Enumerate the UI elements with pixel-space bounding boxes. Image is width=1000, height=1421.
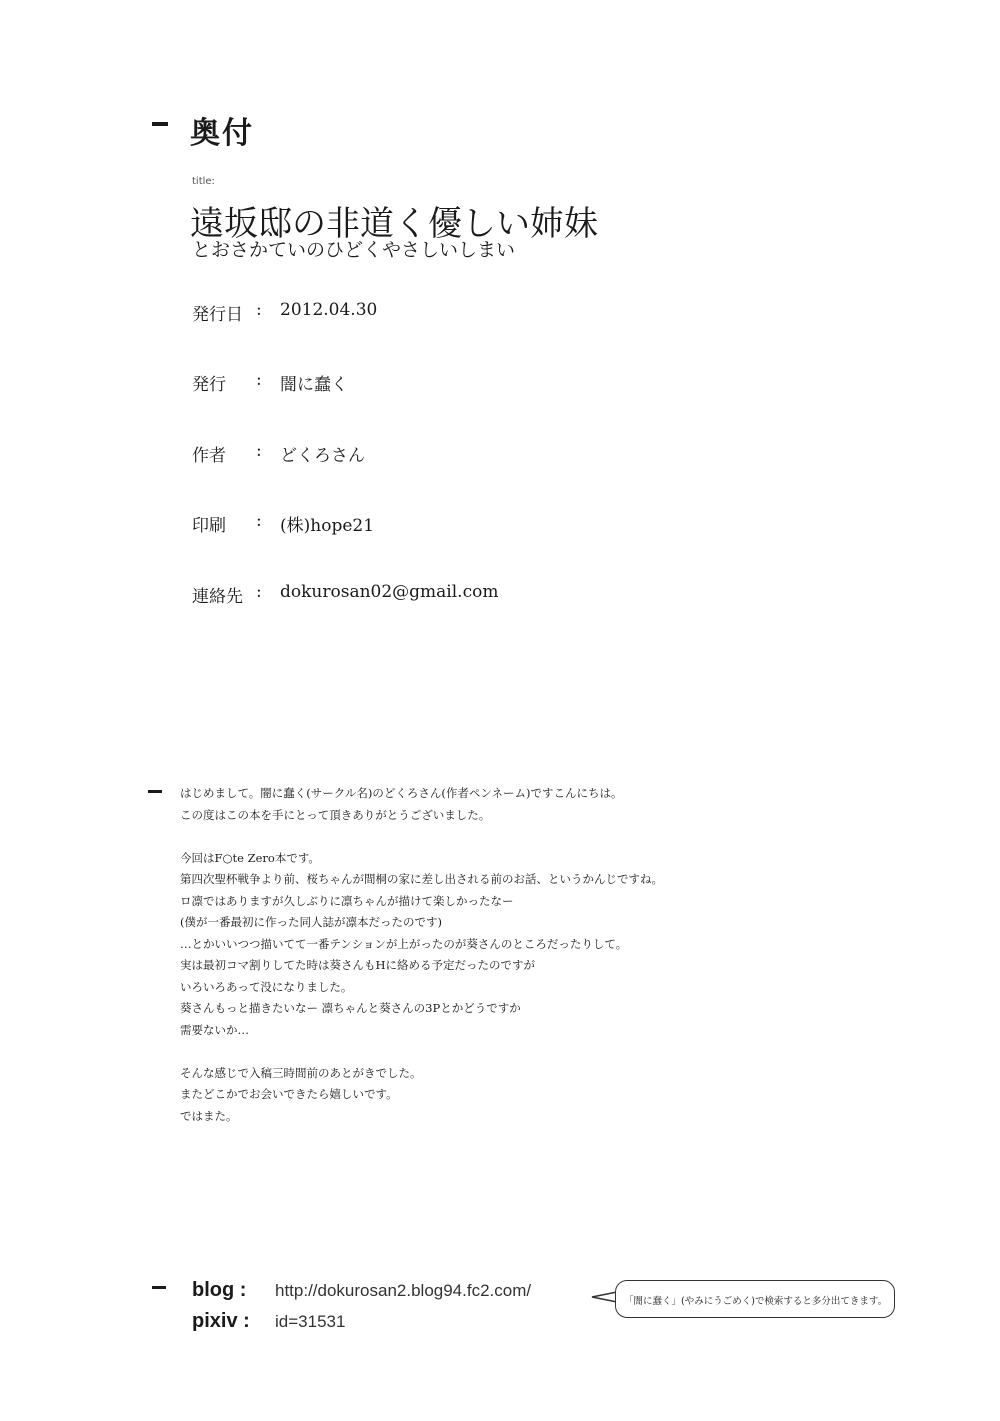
speech-bubble-tail-icon bbox=[590, 1288, 618, 1308]
info-key: 発行 bbox=[192, 375, 226, 395]
contact-email: dokurosan02@gmail.com bbox=[280, 582, 499, 602]
book-title: 遠坂邸の非道く優しい姉妹 bbox=[190, 204, 598, 244]
section-dash-links bbox=[152, 1286, 166, 1289]
afterword-line: ロ凛ではありますが久しぶりに凛ちゃんが描けて楽しかったなー bbox=[180, 893, 514, 908]
info-key: 印刷 bbox=[192, 516, 226, 536]
afterword-line: 需要ないか… bbox=[180, 1022, 249, 1037]
info-value: 闇に蠢く bbox=[280, 375, 348, 395]
afterword-line: 今回はF○te Zero本です。 bbox=[180, 850, 320, 865]
info-value: 2012.04.30 bbox=[280, 300, 378, 320]
info-colon: : bbox=[256, 300, 262, 320]
info-value: どくろさん bbox=[280, 446, 365, 466]
afterword-line: (僕が一番最初に作った同人誌が凛本だったのです) bbox=[180, 915, 442, 929]
book-title-reading: とおさかていのひどくやさしいしまい bbox=[192, 239, 516, 261]
info-colon: : bbox=[256, 582, 262, 602]
afterword-line: ではまた。 bbox=[180, 1108, 238, 1123]
pixiv-id: id=31531 bbox=[275, 1312, 346, 1331]
afterword-line: そんな感じで入稿三時間前のあとがきでした。 bbox=[180, 1065, 422, 1080]
afterword-line: …とかいいつつ描いてて一番テンションが上がったのが葵さんのところだったりして。 bbox=[180, 936, 628, 951]
title-label: title: bbox=[192, 176, 215, 187]
speech-bubble bbox=[615, 1280, 895, 1318]
colophon-heading: 奥付 bbox=[190, 116, 254, 151]
afterword bbox=[180, 783, 780, 1149]
afterword-line: 葵さんもっと描きたいなー 凛ちゃんと葵さんの3Pとかどうですか bbox=[180, 1001, 521, 1015]
afterword-line: またどこかでお会いできたら嬉しいです。 bbox=[180, 1087, 398, 1101]
afterword-paragraph bbox=[180, 848, 780, 1042]
afterword-line: この度はこの本を手にとって頂きありがとうございました。 bbox=[180, 807, 491, 822]
blog-label: blog : bbox=[192, 1279, 247, 1301]
afterword-line: 第四次聖杯戦争より前、桜ちゃんが間桐の家に差し出される前のお話、というかんじですね。 bbox=[180, 872, 663, 886]
pixiv-label: pixiv : bbox=[192, 1310, 250, 1332]
section-dash-afterword bbox=[148, 790, 162, 793]
info-colon: : bbox=[256, 511, 262, 531]
afterword-line: はじめまして。闇に蠢く(サークル名)のどくろさん(作者ペンネーム)ですこんにちは。 bbox=[180, 786, 623, 800]
speech-bubble-text: 「闇に蠢く」(やみにうごめく)で検索すると多分出てきます。 bbox=[624, 1296, 888, 1307]
afterword-line: いろいろあって没になりました。 bbox=[180, 979, 353, 994]
afterword-line: 実は最初コマ割りしてた時は葵さんもHに絡める予定だったのですが bbox=[180, 958, 536, 972]
info-colon: : bbox=[256, 441, 262, 461]
afterword-paragraph bbox=[180, 783, 780, 826]
info-key: 発行日 bbox=[192, 305, 243, 325]
info-key: 作者 bbox=[192, 446, 226, 466]
info-value: (株)hope21 bbox=[280, 516, 375, 536]
section-dash-colophon bbox=[152, 122, 168, 126]
info-key: 連絡先 bbox=[192, 587, 243, 607]
info-colon: : bbox=[256, 370, 262, 390]
afterword-paragraph bbox=[180, 1063, 780, 1128]
blog-url[interactable]: http://dokurosan2.blog94.fc2.com/ bbox=[275, 1281, 532, 1300]
